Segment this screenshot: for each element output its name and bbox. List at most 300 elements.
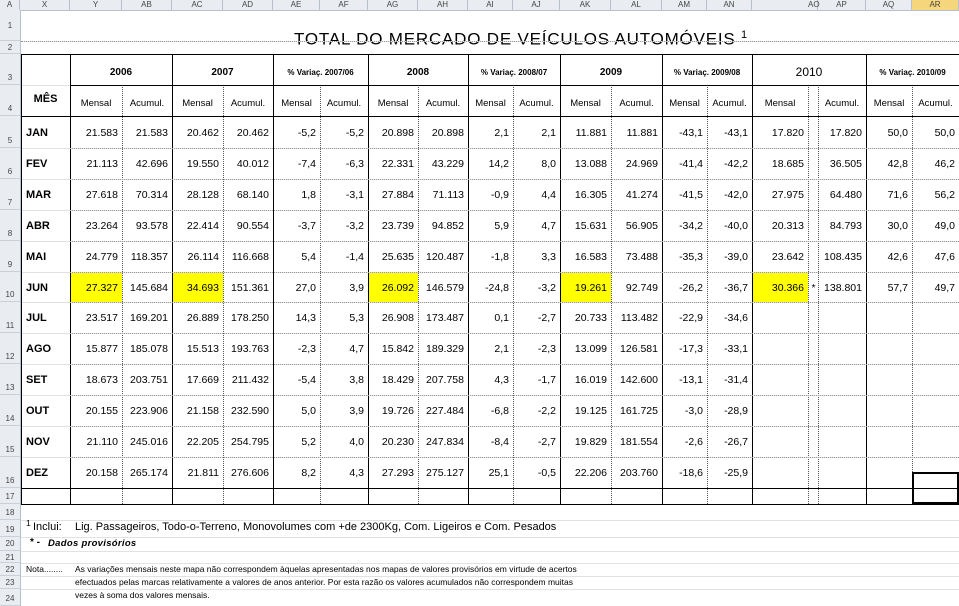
table-cell[interactable]: 19.550 <box>186 158 219 170</box>
column-header-am[interactable]: AM <box>662 0 707 10</box>
table-cell[interactable]: 20.155 <box>85 405 118 417</box>
column-header-ao[interactable]: AO <box>808 0 820 9</box>
table-cell[interactable]: 4,3 <box>494 374 509 386</box>
table-cell[interactable]: 21.583 <box>85 127 118 139</box>
table-cell[interactable]: -5,4 <box>297 374 316 386</box>
nota-label: Nota........ <box>26 564 63 574</box>
column-header-al[interactable]: AL <box>611 0 662 10</box>
table-cell[interactable]: 247.834 <box>426 436 464 448</box>
column-header-ac[interactable]: AC <box>172 0 223 10</box>
table-cell[interactable]: -1,4 <box>345 251 364 263</box>
table-cell[interactable]: -5,2 <box>297 127 316 139</box>
column-header-aj[interactable]: AJ <box>513 0 560 10</box>
table-cell[interactable]: 223.906 <box>130 405 168 417</box>
table-cell[interactable]: 57,7 <box>887 282 908 294</box>
row-header-10[interactable]: 10 <box>0 272 20 302</box>
table-cell[interactable]: 142.600 <box>620 374 658 386</box>
table-cell[interactable]: 18.429 <box>381 374 414 386</box>
table-cell[interactable]: -3,0 <box>684 405 703 417</box>
table-cell[interactable]: 21.583 <box>135 127 168 139</box>
month-label[interactable]: MAI <box>26 251 47 263</box>
table-cell[interactable]: 41.274 <box>625 189 658 201</box>
row-header-19[interactable]: 19 <box>0 520 20 537</box>
month-label[interactable]: JUL <box>26 312 47 324</box>
row-header-5[interactable]: 5 <box>0 116 20 148</box>
table-cell[interactable]: -7,4 <box>297 158 316 170</box>
month-label[interactable]: FEV <box>26 158 48 170</box>
row-header-17[interactable]: 17 <box>0 488 20 504</box>
row-header-3[interactable]: 3 <box>0 54 20 85</box>
table-cell[interactable]: 2,1 <box>541 127 556 139</box>
table-cell[interactable]: -33,1 <box>724 343 748 355</box>
spreadsheet-grid[interactable] <box>21 11 959 606</box>
table-cell[interactable]: 17.820 <box>829 127 862 139</box>
table-cell[interactable]: 71.113 <box>432 189 464 201</box>
table-cell[interactable] <box>753 427 808 457</box>
column-header-ab[interactable]: AB <box>122 0 172 10</box>
table-cell[interactable]: -3,7 <box>297 220 316 232</box>
column-header-ak[interactable]: AK <box>560 0 611 10</box>
table-cell[interactable] <box>753 334 808 364</box>
column-header-a[interactable]: A <box>0 0 20 10</box>
table-cell[interactable]: 138.801 <box>824 282 862 294</box>
grid-line <box>21 54 959 55</box>
table-cell[interactable]: 25.635 <box>381 251 414 263</box>
table-cell[interactable]: 173.487 <box>426 312 464 324</box>
table-cell[interactable]: 275.127 <box>426 467 464 479</box>
table-cell[interactable] <box>819 427 866 457</box>
table-cell[interactable]: -6,8 <box>490 405 509 417</box>
table-cell[interactable]: 20.158 <box>85 467 118 479</box>
table-cell[interactable]: 47,6 <box>934 251 955 263</box>
selected-cell-ar17[interactable] <box>912 472 959 504</box>
column-header-ah[interactable]: AH <box>418 0 468 10</box>
table-cell[interactable] <box>819 334 866 364</box>
provisional-marker[interactable] <box>809 211 818 241</box>
table-cell[interactable]: 4,0 <box>349 436 364 448</box>
table-cell[interactable]: 145.684 <box>130 282 168 294</box>
table-cell[interactable]: 27.327 <box>71 273 122 302</box>
row-header-20[interactable]: 20 <box>0 537 20 551</box>
table-cell[interactable]: 92.749 <box>625 282 658 294</box>
table-cell[interactable]: 27.975 <box>771 189 804 201</box>
table-cell[interactable]: 19.125 <box>574 405 607 417</box>
table-cell[interactable]: 4,3 <box>349 467 364 479</box>
table-cell[interactable]: 146.579 <box>426 282 464 294</box>
table-cell[interactable]: 5,2 <box>301 436 316 448</box>
table-cell[interactable]: 8,0 <box>541 158 556 170</box>
grid-line <box>21 41 959 42</box>
table-cell[interactable]: 23.264 <box>85 220 118 232</box>
table-cell[interactable]: 22.414 <box>186 220 219 232</box>
table-cell[interactable] <box>753 365 808 395</box>
table-cell[interactable]: 21.158 <box>186 405 219 417</box>
table-cell[interactable]: 23.517 <box>85 312 118 324</box>
row-header-23[interactable]: 23 <box>0 576 20 589</box>
table-cell[interactable]: 108.435 <box>824 251 862 263</box>
provisional-marker[interactable] <box>809 303 818 333</box>
table-cell[interactable]: 116.668 <box>231 251 269 263</box>
table-cell[interactable]: 14,3 <box>295 312 316 324</box>
table-cell[interactable]: 118.357 <box>130 251 168 263</box>
table-cell[interactable] <box>867 458 912 488</box>
table-cell[interactable]: -41,4 <box>679 158 703 170</box>
table-cell[interactable]: 16.583 <box>574 251 607 263</box>
table-cell[interactable] <box>753 458 808 488</box>
table-cell[interactable] <box>913 303 959 333</box>
provisional-marker[interactable] <box>809 334 818 364</box>
month-label[interactable]: MAR <box>26 189 52 201</box>
table-cell[interactable]: 26.889 <box>186 312 219 324</box>
header-var-2008-07: % Variaç. 2008/07 <box>480 68 548 77</box>
table-cell[interactable]: 11.881 <box>626 127 658 139</box>
table-cell[interactable]: -26,7 <box>724 436 748 448</box>
table-cell[interactable]: 42,6 <box>887 251 908 263</box>
table-cell[interactable]: 5,9 <box>494 220 509 232</box>
table-cell[interactable]: 30,0 <box>887 220 908 232</box>
table-cell[interactable]: 27.884 <box>381 189 414 201</box>
grid-line <box>21 504 959 505</box>
table-cell[interactable]: 30.366 <box>753 273 808 302</box>
table-cell[interactable]: -36,7 <box>724 282 748 294</box>
table-cell[interactable]: 21.811 <box>187 467 219 479</box>
table-cell[interactable]: 26.092 <box>369 273 418 302</box>
column-header-ae[interactable]: AE <box>273 0 320 10</box>
table-cell[interactable]: -40,0 <box>724 220 748 232</box>
table-cell[interactable]: -43,1 <box>724 127 748 139</box>
table-cell[interactable]: 120.487 <box>426 251 464 263</box>
row-header-8[interactable]: 8 <box>0 210 20 241</box>
table-cell[interactable]: 3,3 <box>541 251 556 263</box>
table-cell[interactable]: 151.361 <box>231 282 269 294</box>
table-cell[interactable]: 227.484 <box>426 405 464 417</box>
table-cell[interactable]: 23.739 <box>381 220 414 232</box>
table-cell[interactable]: 20.313 <box>771 220 804 232</box>
table-cell[interactable]: -25,9 <box>724 467 748 479</box>
table-cell[interactable]: -34,2 <box>679 220 703 232</box>
table-cell[interactable]: 11.881 <box>575 127 607 139</box>
table-cell[interactable]: 185.078 <box>130 343 168 355</box>
table-cell[interactable]: 13.099 <box>574 343 607 355</box>
column-header-x[interactable]: X <box>20 0 70 10</box>
table-cell[interactable]: 189.329 <box>426 343 464 355</box>
row-header-18[interactable]: 18 <box>0 504 20 520</box>
table-cell[interactable]: 5,0 <box>301 405 316 417</box>
column-header-ai[interactable]: AI <box>468 0 513 10</box>
table-cell[interactable]: 2,1 <box>494 343 509 355</box>
table-cell[interactable] <box>867 303 912 333</box>
table-cell[interactable]: 22.206 <box>574 467 607 479</box>
row-header-12[interactable]: 12 <box>0 333 20 364</box>
table-cell[interactable]: -17,3 <box>679 343 703 355</box>
table-cell[interactable]: -18,6 <box>679 467 703 479</box>
table-cell[interactable]: 15.842 <box>381 343 414 355</box>
table-cell[interactable]: 22.331 <box>381 158 414 170</box>
row-header-11[interactable]: 11 <box>0 302 20 333</box>
table-cell[interactable]: 2,1 <box>494 127 509 139</box>
table-cell[interactable]: 245.016 <box>130 436 168 448</box>
table-cell[interactable]: 56,2 <box>934 189 955 201</box>
table-cell[interactable]: 178.250 <box>231 312 269 324</box>
header-var-2010-09: % Variaç. 2010/09 <box>879 68 946 77</box>
table-cell[interactable]: 20.462 <box>236 127 269 139</box>
row-header-1[interactable]: 1 <box>0 10 20 41</box>
table-cell[interactable]: 20.462 <box>186 127 219 139</box>
table-cell[interactable]: 169.201 <box>130 312 168 324</box>
table-cell[interactable]: 49,0 <box>934 220 955 232</box>
table-cell[interactable]: -28,9 <box>724 405 748 417</box>
column-header-ag[interactable]: AG <box>368 0 418 10</box>
table-cell[interactable]: -39,0 <box>724 251 748 263</box>
table-cell[interactable]: 93.578 <box>135 220 168 232</box>
table-cell[interactable]: -3,2 <box>537 282 556 294</box>
month-label[interactable]: JAN <box>26 127 49 139</box>
table-cell[interactable]: 46,2 <box>934 158 955 170</box>
table-cell[interactable]: 26.114 <box>187 251 219 263</box>
table-cell[interactable]: 40.012 <box>236 158 269 170</box>
table-cell[interactable]: 203.760 <box>620 467 658 479</box>
month-label[interactable]: JUN <box>26 282 49 294</box>
month-label[interactable]: ABR <box>26 220 50 232</box>
table-cell[interactable]: 203.751 <box>130 374 168 386</box>
table-cell[interactable]: -2,7 <box>537 436 556 448</box>
table-cell[interactable]: 13.088 <box>574 158 607 170</box>
table-cell[interactable]: 21.110 <box>86 436 118 448</box>
table-cell[interactable]: -31,4 <box>724 374 748 386</box>
row-header-7[interactable]: 7 <box>0 179 20 210</box>
table-cell[interactable]: -2,3 <box>297 343 316 355</box>
table-cell[interactable] <box>819 365 866 395</box>
table-cell[interactable]: 3,8 <box>349 374 364 386</box>
header-acumul: Acumul. <box>326 98 362 109</box>
table-cell[interactable]: 15.631 <box>574 220 607 232</box>
table-cell[interactable]: 19.726 <box>381 405 414 417</box>
header-mensal: Mensal <box>182 98 213 109</box>
table-cell[interactable]: 43.229 <box>431 158 464 170</box>
table-cell[interactable]: -22,9 <box>679 312 703 324</box>
table-cell[interactable]: 16.305 <box>574 189 607 201</box>
table-cell[interactable] <box>753 396 808 426</box>
table-cell[interactable]: -1,8 <box>490 251 509 263</box>
table-cell[interactable]: 161.725 <box>620 405 658 417</box>
table-cell[interactable]: 17.820 <box>771 127 804 139</box>
table-cell[interactable]: 28.128 <box>186 189 219 201</box>
table-cell[interactable]: 24.779 <box>85 251 118 263</box>
provisional-marker[interactable] <box>809 365 818 395</box>
row-header-15[interactable]: 15 <box>0 426 20 457</box>
column-header-ad[interactable]: AD <box>223 0 273 10</box>
note1-label: Inclui: <box>33 521 62 533</box>
table-cell[interactable]: 8,2 <box>301 467 316 479</box>
table-cell[interactable]: 70.314 <box>135 189 168 201</box>
table-cell[interactable]: -8,4 <box>490 436 509 448</box>
table-cell[interactable]: -2,3 <box>537 343 556 355</box>
row-header-4[interactable]: 4 <box>0 85 20 116</box>
table-cell[interactable]: 193.763 <box>231 343 269 355</box>
table-cell[interactable]: 71,6 <box>887 189 908 201</box>
table-cell[interactable]: 24.969 <box>625 158 658 170</box>
provisional-marker[interactable] <box>809 180 818 210</box>
table-cell[interactable]: 20.898 <box>381 127 414 139</box>
table-cell[interactable] <box>867 365 912 395</box>
table-cell[interactable]: 5,3 <box>349 312 364 324</box>
table-cell[interactable]: 20.230 <box>381 436 414 448</box>
provisional-marker[interactable] <box>809 242 818 272</box>
month-label[interactable]: DEZ <box>26 467 48 479</box>
provisional-marker[interactable] <box>809 117 818 148</box>
table-cell[interactable] <box>819 303 866 333</box>
table-cell[interactable]: -0,9 <box>490 189 509 201</box>
table-cell[interactable]: 27.293 <box>381 467 414 479</box>
table-cell[interactable]: 50,0 <box>934 127 955 139</box>
table-cell[interactable]: 207.758 <box>426 374 464 386</box>
table-cell[interactable]: -34,6 <box>724 312 748 324</box>
table-cell[interactable]: 232.590 <box>231 405 269 417</box>
table-cell[interactable]: 90.554 <box>236 220 269 232</box>
table-cell[interactable]: 113.482 <box>620 312 658 324</box>
table-cell[interactable]: 1,8 <box>301 189 316 201</box>
row-header-9[interactable]: 9 <box>0 241 20 272</box>
table-cell[interactable] <box>819 458 866 488</box>
table-cell[interactable]: 15.877 <box>85 343 118 355</box>
table-cell[interactable]: -3,1 <box>345 189 364 201</box>
table-cell[interactable]: 3,9 <box>349 405 364 417</box>
provisional-marker[interactable] <box>809 396 818 426</box>
table-cell[interactable]: 27.618 <box>85 189 118 201</box>
table-cell[interactable]: 42,8 <box>887 158 908 170</box>
table-cell[interactable]: 64.480 <box>829 189 862 201</box>
table-cell[interactable]: 181.554 <box>620 436 658 448</box>
table-cell[interactable] <box>867 334 912 364</box>
column-header-y[interactable]: Y <box>70 0 122 10</box>
table-cell[interactable]: -35,3 <box>679 251 703 263</box>
table-cell[interactable]: 20.733 <box>574 312 607 324</box>
table-cell[interactable]: 94.852 <box>431 220 464 232</box>
table-cell[interactable]: 4,4 <box>541 189 556 201</box>
column-header-ar[interactable]: AR <box>912 0 959 10</box>
table-cell[interactable] <box>867 427 912 457</box>
month-label[interactable]: OUT <box>26 405 50 417</box>
table-cell[interactable]: -41,5 <box>679 189 703 201</box>
table-cell[interactable]: -24,8 <box>485 282 509 294</box>
column-header-ap[interactable]: AP <box>818 0 866 10</box>
table-cell[interactable]: 22.205 <box>186 436 219 448</box>
table-cell[interactable]: 19.261 <box>561 273 611 302</box>
table-cell[interactable]: 4,7 <box>541 220 556 232</box>
table-cell[interactable]: -3,2 <box>345 220 364 232</box>
provisional-marker[interactable] <box>809 149 818 179</box>
column-header-af[interactable]: AF <box>320 0 368 10</box>
table-cell[interactable]: 42.696 <box>135 158 168 170</box>
provisional-marker[interactable] <box>809 458 818 488</box>
table-cell[interactable]: 27,0 <box>295 282 316 294</box>
table-cell[interactable] <box>913 334 959 364</box>
table-cell[interactable]: 211.432 <box>231 374 269 386</box>
row-header-14[interactable]: 14 <box>0 395 20 426</box>
header-acumul: Acumul. <box>824 98 860 109</box>
table-cell[interactable]: 276.606 <box>231 467 269 479</box>
table-cell[interactable]: 17.669 <box>186 374 219 386</box>
table-cell[interactable] <box>913 427 959 457</box>
column-header-bar <box>0 0 959 11</box>
header-mensal: Mensal <box>80 98 112 109</box>
provisional-marker[interactable] <box>809 427 818 457</box>
table-cell[interactable]: 73.488 <box>625 251 658 263</box>
table-cell[interactable]: 265.174 <box>130 467 168 479</box>
month-label[interactable]: NOV <box>26 436 50 448</box>
table-cell[interactable] <box>867 396 912 426</box>
table-cell[interactable]: 34.693 <box>173 273 223 302</box>
table-cell[interactable]: -6,3 <box>345 158 364 170</box>
table-cell[interactable]: 3,9 <box>349 282 364 294</box>
table-cell[interactable]: 26.908 <box>381 312 414 324</box>
table-cell[interactable]: 14,2 <box>488 158 509 170</box>
table-cell[interactable] <box>913 396 959 426</box>
table-cell[interactable]: 4,7 <box>349 343 364 355</box>
month-label[interactable]: SET <box>26 374 48 386</box>
table-cell[interactable]: -26,2 <box>679 282 703 294</box>
row-header-6[interactable]: 6 <box>0 148 20 179</box>
table-cell[interactable]: 18.673 <box>85 374 118 386</box>
table-cell[interactable]: 18.685 <box>771 158 804 170</box>
table-cell[interactable]: 254.795 <box>231 436 269 448</box>
table-cell[interactable]: -42,2 <box>724 158 748 170</box>
table-cell[interactable]: 19.829 <box>574 436 607 448</box>
table-cell[interactable]: 15.513 <box>186 343 219 355</box>
table-cell[interactable]: -2,6 <box>684 436 703 448</box>
table-cell[interactable]: 36.505 <box>829 158 862 170</box>
row-header-22[interactable]: 22 <box>0 563 20 576</box>
table-cell[interactable]: -2,2 <box>537 405 556 417</box>
column-header-an[interactable]: AN <box>707 0 752 10</box>
row-header-16[interactable]: 16 <box>0 457 20 488</box>
table-cell[interactable] <box>913 365 959 395</box>
table-cell[interactable]: -13,1 <box>679 374 703 386</box>
column-header-aq[interactable]: AQ <box>866 0 912 10</box>
table-cell[interactable]: 16.019 <box>574 374 607 386</box>
table-cell[interactable]: 49,7 <box>934 282 955 294</box>
table-cell[interactable]: 25,1 <box>488 467 509 479</box>
table-cell[interactable] <box>753 303 808 333</box>
table-cell[interactable]: -1,7 <box>537 374 556 386</box>
table-cell[interactable]: -42,0 <box>724 189 748 201</box>
table-cell[interactable]: 21.113 <box>86 158 118 170</box>
table-cell[interactable]: 23.642 <box>771 251 804 263</box>
table-cell[interactable]: 126.581 <box>620 343 658 355</box>
table-cell[interactable]: 5,4 <box>301 251 316 263</box>
provisional-marker[interactable]: * <box>811 282 816 294</box>
row-header-21[interactable]: 21 <box>0 551 20 563</box>
table-cell[interactable]: 0,1 <box>494 312 509 324</box>
header-acumul: Acumul. <box>712 98 747 109</box>
month-label[interactable]: AGO <box>26 343 52 355</box>
table-cell[interactable]: 84.793 <box>829 220 862 232</box>
nota-line1: As variações mensais neste mapa não correspondem àquelas apresentadas nos mapas de valores provisórios em virtude de acertos <box>75 564 577 574</box>
table-cell[interactable] <box>819 396 866 426</box>
table-cell[interactable]: -5,2 <box>345 127 364 139</box>
row-header-24[interactable]: 24 <box>0 589 20 606</box>
table-cell[interactable]: 56.905 <box>625 220 658 232</box>
table-cell[interactable]: -0,5 <box>537 467 556 479</box>
table-cell[interactable]: 20.898 <box>431 127 464 139</box>
row-header-2[interactable]: 2 <box>0 41 20 54</box>
table-cell[interactable]: 50,0 <box>887 127 908 139</box>
header-acumul: Acumul. <box>519 98 554 109</box>
table-cell[interactable]: -43,1 <box>679 127 703 139</box>
table-cell[interactable]: 68.140 <box>236 189 269 201</box>
table-cell[interactable]: -2,7 <box>537 312 556 324</box>
row-header-13[interactable]: 13 <box>0 364 20 395</box>
